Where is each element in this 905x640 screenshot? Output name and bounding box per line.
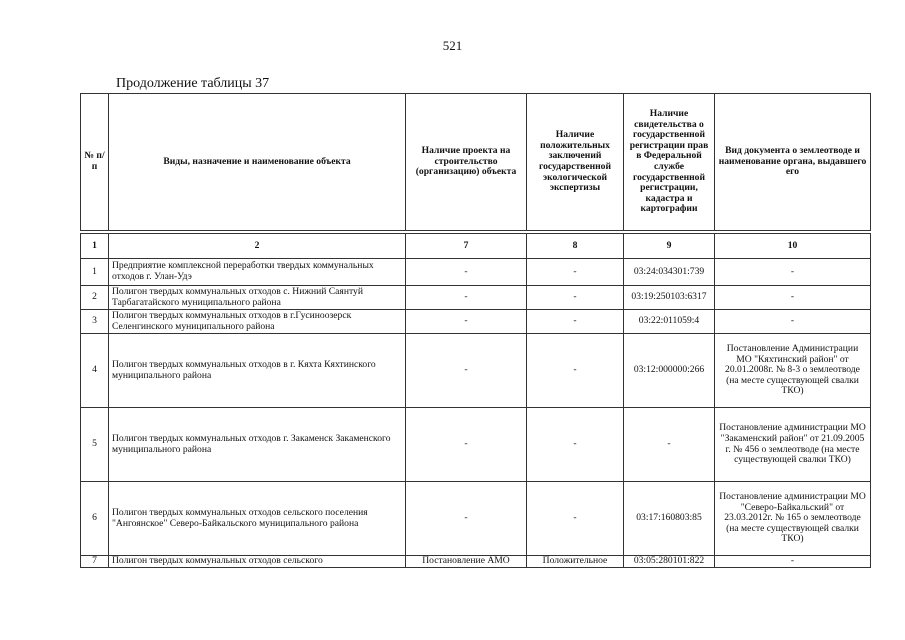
col-header-object: Виды, назначение и наименование объекта bbox=[109, 94, 406, 231]
col-header-certificate: Наличие свидетельства о государственной регистрации прав в Федеральной службе государственной регистрации, кадастра и картографии bbox=[624, 94, 715, 231]
project-cell: - bbox=[406, 310, 527, 334]
project-cell: Постановление АМО bbox=[406, 556, 527, 568]
project-cell: - bbox=[406, 482, 527, 556]
expertise-cell: - bbox=[527, 259, 624, 286]
project-cell: - bbox=[406, 259, 527, 286]
certificate-cell: 03:17:160803:85 bbox=[624, 482, 715, 556]
certificate-cell: 03:12:000000:266 bbox=[624, 334, 715, 408]
certificate-cell: 03:24:034301:739 bbox=[624, 259, 715, 286]
object-name: Полигон твердых коммунальных отходов с. Нижний Саянтуй Тарбагатайского муниципального района bbox=[109, 286, 406, 310]
project-cell: - bbox=[406, 286, 527, 310]
col-number: 10 bbox=[715, 234, 871, 259]
table-row bbox=[81, 310, 871, 334]
page-number: 521 bbox=[442, 38, 463, 53]
land-document-cell: Постановление Администрации МО "Кяхтинский район" от 20.01.2008г. № 8-3 о землеотводе (на месте существующей свалки ТКО) bbox=[715, 334, 871, 408]
col-number: 9 bbox=[624, 234, 715, 259]
expertise-cell: Положительное bbox=[527, 556, 624, 568]
table-row bbox=[81, 408, 871, 482]
expertise-cell: - bbox=[527, 310, 624, 334]
row-number: 4 bbox=[81, 334, 109, 408]
row-number: 2 bbox=[81, 286, 109, 310]
table-row bbox=[81, 259, 871, 286]
land-document-cell: - bbox=[715, 259, 871, 286]
project-cell: - bbox=[406, 334, 527, 408]
land-document-cell: Постановление администрации МО "Закаменский район" от 21.09.2005 г. № 456 о землеотводе (на месте существующей свалки ТКО) bbox=[715, 408, 871, 482]
column-number-row bbox=[81, 234, 871, 259]
object-name: Предприятие комплексной переработки твердых коммунальных отходов г. Улан-Удэ bbox=[109, 259, 406, 286]
col-header-land-document: Вид документа о землеотводе и наименование органа, выдавшего его bbox=[715, 94, 871, 231]
certificate-cell: 03:19:250103:6317 bbox=[624, 286, 715, 310]
col-number: 8 bbox=[527, 234, 624, 259]
land-document-cell: - bbox=[715, 556, 871, 568]
table-row bbox=[81, 286, 871, 310]
object-name: Полигон твердых коммунальных отходов в г. Кяхта Кяхтинского муниципального района bbox=[109, 334, 406, 408]
object-name: Полигон твердых коммунальных отходов в г.Гусиноозерск Селенгинского муниципального района bbox=[109, 310, 406, 334]
object-name: Полигон твердых коммунальных отходов сельского bbox=[109, 556, 406, 568]
expertise-cell: - bbox=[527, 334, 624, 408]
table-header-row bbox=[81, 94, 871, 231]
col-header-project: Наличие проекта на строительство (организацию) объекта bbox=[406, 94, 527, 231]
table-row bbox=[81, 556, 871, 568]
col-number: 7 bbox=[406, 234, 527, 259]
certificate-cell: - bbox=[624, 408, 715, 482]
land-document-cell: - bbox=[715, 286, 871, 310]
expertise-cell: - bbox=[527, 482, 624, 556]
certificate-cell: 03:22:011059:4 bbox=[624, 310, 715, 334]
object-name: Полигон твердых коммунальных отходов г. Закаменск Закаменского муниципального района bbox=[109, 408, 406, 482]
expertise-cell: - bbox=[527, 408, 624, 482]
table-continuation-title: Продолжение таблицы 37 bbox=[116, 76, 270, 91]
row-number: 5 bbox=[81, 408, 109, 482]
col-header-number: № п/п bbox=[81, 94, 109, 231]
table-row bbox=[81, 482, 871, 556]
row-number: 1 bbox=[81, 259, 109, 286]
col-number: 2 bbox=[109, 234, 406, 259]
object-name: Полигон твердых коммунальных отходов сельского поселения "Ангоянское" Северо-Байкальского муниципального района bbox=[109, 482, 406, 556]
col-header-expertise: Наличие положительных заключений государственной экологической экспертизы bbox=[527, 94, 624, 231]
certificate-cell: 03:05:280101:822 bbox=[624, 556, 715, 568]
project-cell: - bbox=[406, 408, 527, 482]
expertise-cell: - bbox=[527, 286, 624, 310]
waste-facilities-table bbox=[80, 93, 871, 568]
land-document-cell: Постановление администрации МО "Северо-Байкальский" от 23.03.2012г. № 165 о землеотводе (на месте существующей свалки ТКО) bbox=[715, 482, 871, 556]
table-row bbox=[81, 334, 871, 408]
row-number: 7 bbox=[81, 556, 109, 568]
col-number: 1 bbox=[81, 234, 109, 259]
land-document-cell: - bbox=[715, 310, 871, 334]
row-number: 6 bbox=[81, 482, 109, 556]
row-number: 3 bbox=[81, 310, 109, 334]
